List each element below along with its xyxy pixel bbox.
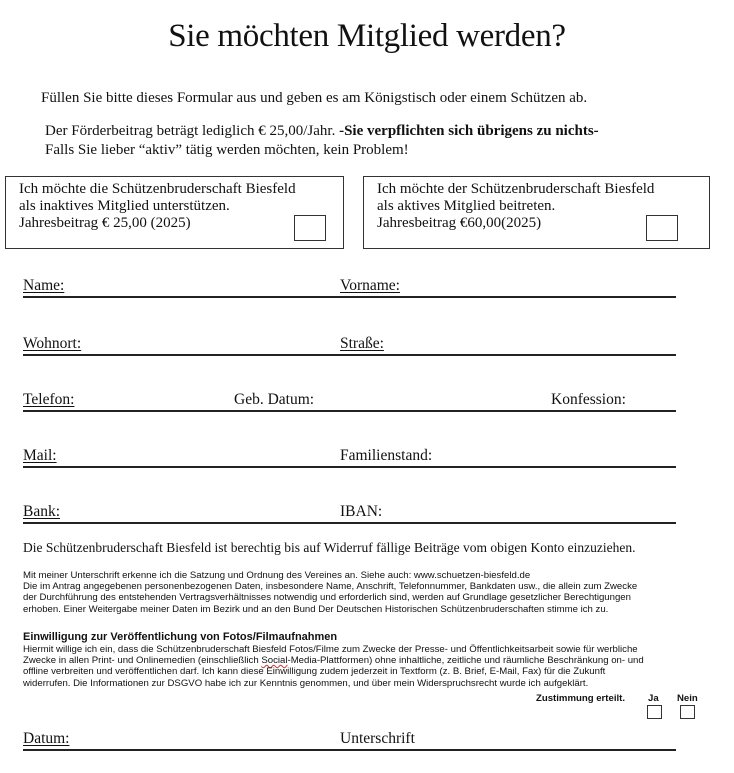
no-label: Nein: [677, 693, 698, 704]
consent-granted-label: Zustimmung erteilt.: [536, 693, 626, 704]
strasse-field[interactable]: Straße:: [340, 335, 384, 352]
option-line: Ich möchte der Schützenbruderschaft Biesfeld: [377, 181, 655, 197]
wohnort-field[interactable]: Wohnort:: [23, 335, 82, 352]
field-row-name: [23, 272, 676, 298]
consent-line: der Durchführung des entstehenden Vertragsverhältnisses notwendig und erforderlich sind, werden auf Grundlage gesetzlicher Berechtigungen: [23, 592, 631, 604]
yes-label: Ja: [648, 693, 659, 704]
inactive-membership-checkbox[interactable]: [294, 215, 326, 241]
photo-consent-text-part: Zwecke in allen Print- und Onlinemedien (einschließlich: [23, 655, 262, 667]
consent-line: Mit meiner Unterschrift erkenne ich die Satzung und Ordnung des Vereines an. Siehe auch: www.schuetzen-biesfeld.de: [23, 570, 531, 581]
photo-consent-text: [23, 644, 644, 689]
telefon-field[interactable]: Telefon:: [23, 391, 75, 408]
photo-consent-text-part: -Media-Plattformen) ohne inhaltliche, zeitliche und räumliche Beschränkung on- und: [287, 655, 644, 667]
fee-text: [45, 123, 599, 140]
unterschrift-field[interactable]: Unterschrift: [340, 730, 415, 747]
consent-text: [23, 570, 637, 615]
name-field[interactable]: Name:: [23, 277, 65, 294]
option-line: Jahresbeitrag €60,00(2025): [377, 215, 542, 231]
photo-consent-no-checkbox[interactable]: [680, 705, 695, 719]
consent-line: erhoben. Einer Weitergabe meiner Daten im Bezirk und an den Bund Der Deutschen Historischen Schützenbruderschaften stimme ich zu.: [23, 603, 609, 615]
fee-text-normal: Der Förderbeitrag beträgt lediglich € 25,00/Jahr.: [45, 123, 340, 139]
field-row-signature: [23, 725, 676, 751]
photo-consent-line: [23, 655, 644, 666]
mail-field[interactable]: Mail:: [23, 447, 57, 464]
option-line: als inaktives Mitglied unterstützen.: [19, 198, 230, 214]
consent-line: Die im Antrag angegebenen personenbezogenen Daten, insbesondere Name, Anschrift, Telefonnummer, Bankdaten usw., die allein zum Zwecke: [23, 581, 638, 593]
vorname-field[interactable]: Vorname:: [340, 277, 400, 294]
fee-text-bold: -Sie verpflichten sich übrigens zu nichts-: [339, 123, 599, 139]
field-row-bank: [23, 498, 676, 524]
datum-field[interactable]: Datum:: [23, 730, 70, 747]
familienstand-field[interactable]: Familienstand:: [340, 447, 433, 464]
option-line: Jahresbeitrag € 25,00 (2025): [19, 215, 191, 231]
intro-text: Füllen Sie bitte dieses Formular aus und geben es am Königstisch oder einem Schützen ab.: [41, 90, 588, 106]
geb-datum-field[interactable]: Geb. Datum:: [234, 391, 315, 408]
konfession-field[interactable]: Konfession:: [551, 391, 626, 408]
bank-field[interactable]: Bank:: [23, 503, 61, 520]
photo-consent-line: Hiermit willige ich ein, dass die Schützenbruderschaft Biesfeld Fotos/Filme zum Zwecke der Presse- und Öffentlichkeitsarbeit sowie für werbliche: [23, 644, 638, 655]
membership-option-inactive: [5, 176, 344, 249]
field-row-contact: [23, 386, 676, 412]
membership-option-active: [363, 176, 710, 249]
photo-consent-yes-checkbox[interactable]: [647, 705, 662, 719]
option-line: Ich möchte die Schützenbruderschaft Biesfeld: [19, 181, 296, 197]
page-title: Sie möchten Mitglied werden?: [168, 18, 566, 54]
field-row-address: [23, 330, 676, 356]
photo-consent-heading: Einwilligung zur Veröffentlichung von Fotos/Filmaufnahmen: [23, 631, 338, 643]
debit-notice: Die Schützenbruderschaft Biesfeld ist berechtig bis auf Widerruf fällige Beiträge vom obigen Konto einzuziehen.: [23, 540, 636, 555]
active-hint-text: Falls Sie lieber “aktiv” tätig werden möchten, kein Problem!: [45, 142, 409, 158]
option-line: als aktives Mitglied beitreten.: [377, 198, 556, 214]
active-membership-checkbox[interactable]: [646, 215, 678, 241]
field-row-mail: [23, 442, 676, 468]
spellcheck-flagged-word: Social: [261, 655, 288, 667]
photo-consent-line: widerrufen. Die Informationen zur DSGVO habe ich zur Kenntnis genommen, und über mein Widerspruchsrecht wurde ich aufgeklärt.: [23, 677, 589, 689]
photo-consent-line: offline verbreiten und veröffentlichen darf. Ich kann diese Einwilligung zudem jederzeit in Textform (z. B. Brief, E-Mail, Fax) für die Zukunft: [23, 666, 606, 678]
iban-field[interactable]: IBAN:: [340, 503, 383, 520]
